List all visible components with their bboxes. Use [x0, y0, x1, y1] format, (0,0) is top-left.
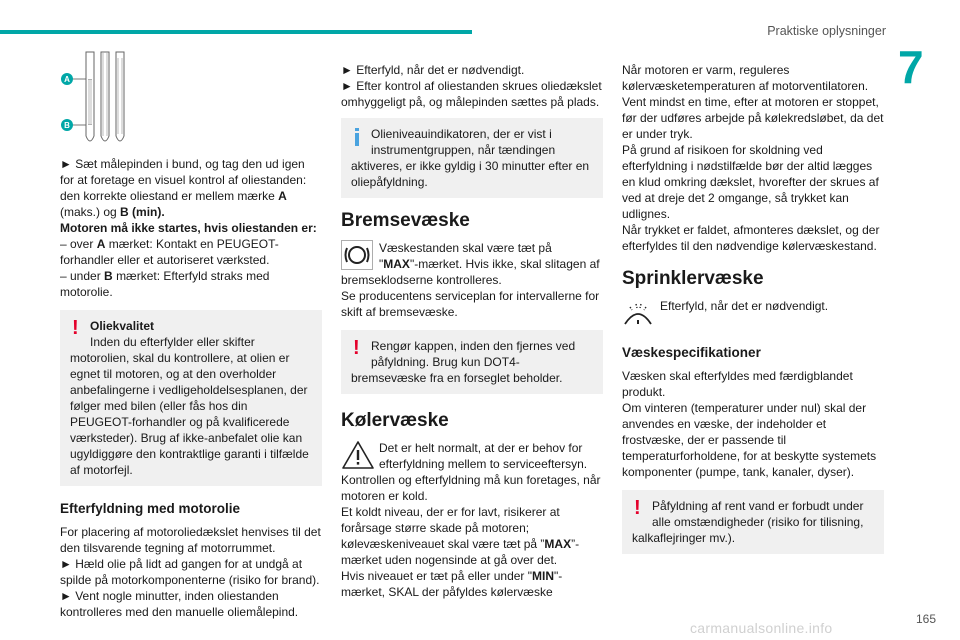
oil-cap-location: For placering af motoroliedækslet henvises til det den tilsvarende tegning af motorrummet.: [60, 525, 321, 555]
page-number: 165: [916, 612, 937, 626]
cap-refit-step: ► Efter kontrol af oliestanden skrues oliedækslet omhyggeligt på, og målepinden sættes på plads.: [341, 79, 602, 109]
brake-warning: ! Rengør kappen, inden den fjernes ved påfyldning. Brug kun DOT4- bremsevæske fra en forseglet beholder.: [341, 330, 603, 394]
section-title: Praktiske oplysninger: [767, 24, 886, 38]
watermark: carmanualsonline.info: [690, 620, 833, 636]
coolant-wait-note: Vent mindst en time, efter at motoren er stoppet, før der udføres arbejde på kølekredsløbet, da det er under tryk.: [622, 95, 884, 141]
dipstick-instruction: ► Sæt målepinden i bund, og tag den ud igen for at foretage en visuel kontrol af oliestanden: den korrekte oliestand er mellem mærke A (maks.) og B (min).: [60, 157, 307, 219]
brake-icon: [341, 240, 375, 272]
notice-title: Oliekvalitet: [90, 319, 155, 333]
dipstick-figure: [60, 50, 322, 150]
coolant-block: Det er helt normalt, at der er behov for efterfyldning mellem to serviceeftersyn. Kontrollen og efterfyldning må kun foretages, når motoren er kold.: [341, 441, 601, 503]
warning-icon: !: [72, 317, 79, 339]
spec-premixed: Væsken skal efterfyldes med færdigblandet produkt.: [622, 369, 853, 399]
column-right: [622, 62, 884, 564]
chapter-number: 7: [898, 41, 924, 93]
no-start-warning: Motoren må ikke startes, hvis oliestanden er:: [60, 221, 317, 235]
oil-indicator-info: Olieniveauindikatoren, der er vist i instrumentgruppen, når tændingen aktiveres, er ikke gyldig i 30 minutter efter en oliepåfyldning.: [341, 118, 603, 198]
oil-quality-notice: ! Oliekvalitet Inden du efterfylder eller skifter motorolien, skal du kontrollere, at olien er egnet til motoren, og at den overholder anbefalingerne i vedligeholdelsesplanen, der følger med bilen (eller fås hos din PEUGEOT-forhandler og på kvalificerede værksteder). Brug af ikke-anbefalet olie kan ugyldiggøre den kontraktlige garanti i tilfælde af motorfejl.: [60, 310, 322, 486]
spec-winter: Om vinteren (temperaturer under nul) skal der anvendes en væske, der indeholder et frostvæske, der er passende til temperaturforholdene, for at beskytte systemets komponenter (pumpe, tank, kanaler, dyser).: [622, 401, 877, 479]
brake-fluid-block: Væskestanden skal være tæt på "MAX"-mærket. Hvis ikke, skal slitagen af bremseklodserne kontrolleres.: [341, 241, 600, 287]
section-heading-brake-fluid: Bremsevæske: [341, 210, 470, 231]
section-heading-oil-topup: Efterfyldning med motorolie: [60, 501, 241, 516]
header-accent-bar: [0, 30, 472, 34]
level-below-item: – under B mærket: Efterfyld straks med motorolie.: [60, 269, 270, 299]
coolant-refill-note: Når trykket er faldet, afmonteres dækslet, og der efterfyldes til den nødvendige kølervæskestand.: [622, 223, 880, 253]
figure-label-b: B: [64, 121, 70, 130]
info-icon: [353, 128, 361, 150]
topup-step: ► Efterfyld, når det er nødvendigt.: [341, 63, 525, 77]
oil-wait-step: ► Vent nogle minutter, inden oliestanden kontrolleres med den manuelle oliemålepind.: [60, 589, 299, 619]
column-middle: [341, 62, 603, 600]
caution-triangle-icon: [341, 440, 375, 472]
water-warning: ! Påfyldning af rent vand er forbudt under alle omstændigheder (risiko for tilisning, kalkaflejringer mv.).: [622, 490, 884, 554]
warning-icon: !: [353, 337, 360, 359]
coolant-hot-note: Når motoren er varm, reguleres kølervæsketemperaturen af motorventilatoren.: [622, 63, 869, 93]
coolant-scald-note: På grund af risikoen for skoldning ved efterfyldning i nødstilfælde bør der altid lægges en klud omkring dækslet, hvorefter der skrues af ved at dreje det 2 omgange, så trykket kan udlignes.: [622, 143, 879, 221]
coolant-min-note: Hvis niveauet er tæt på eller under "MIN"-mærket, SKAL der påfyldes kølervæske: [341, 569, 563, 599]
column-left: [60, 50, 322, 620]
section-heading-washer-fluid: Sprinklervæske: [622, 268, 764, 289]
oil-pour-step: ► Hæld olie på lidt ad gangen for at undgå at spilde på motorkomponenterne (risiko for brand).: [60, 557, 320, 587]
washer-block: Efterfyld, når det er nødvendigt.: [622, 298, 884, 332]
brake-service-note: Se producentens serviceplan for intervallerne for skift af bremsevæske.: [341, 289, 600, 319]
warning-icon: !: [634, 497, 641, 519]
dipstick-illustration: [60, 50, 150, 146]
figure-label-a: A: [64, 75, 70, 84]
washer-icon: [622, 298, 656, 330]
section-heading-fluid-specs: Væskespecifikationer: [622, 345, 761, 360]
level-above-item: – over A mærket: Kontakt en PEUGEOT-forhandler eller et autoriseret værksted.: [60, 237, 279, 267]
coolant-level-note: Et koldt niveau, der er for lavt, risikerer at forårsage større skade på motoren; kølevæskeniveauet skal være tæt på ”MAX”-mærket uden nogensinde at gå over det.: [341, 505, 580, 567]
section-heading-coolant: Kølervæske: [341, 410, 449, 431]
